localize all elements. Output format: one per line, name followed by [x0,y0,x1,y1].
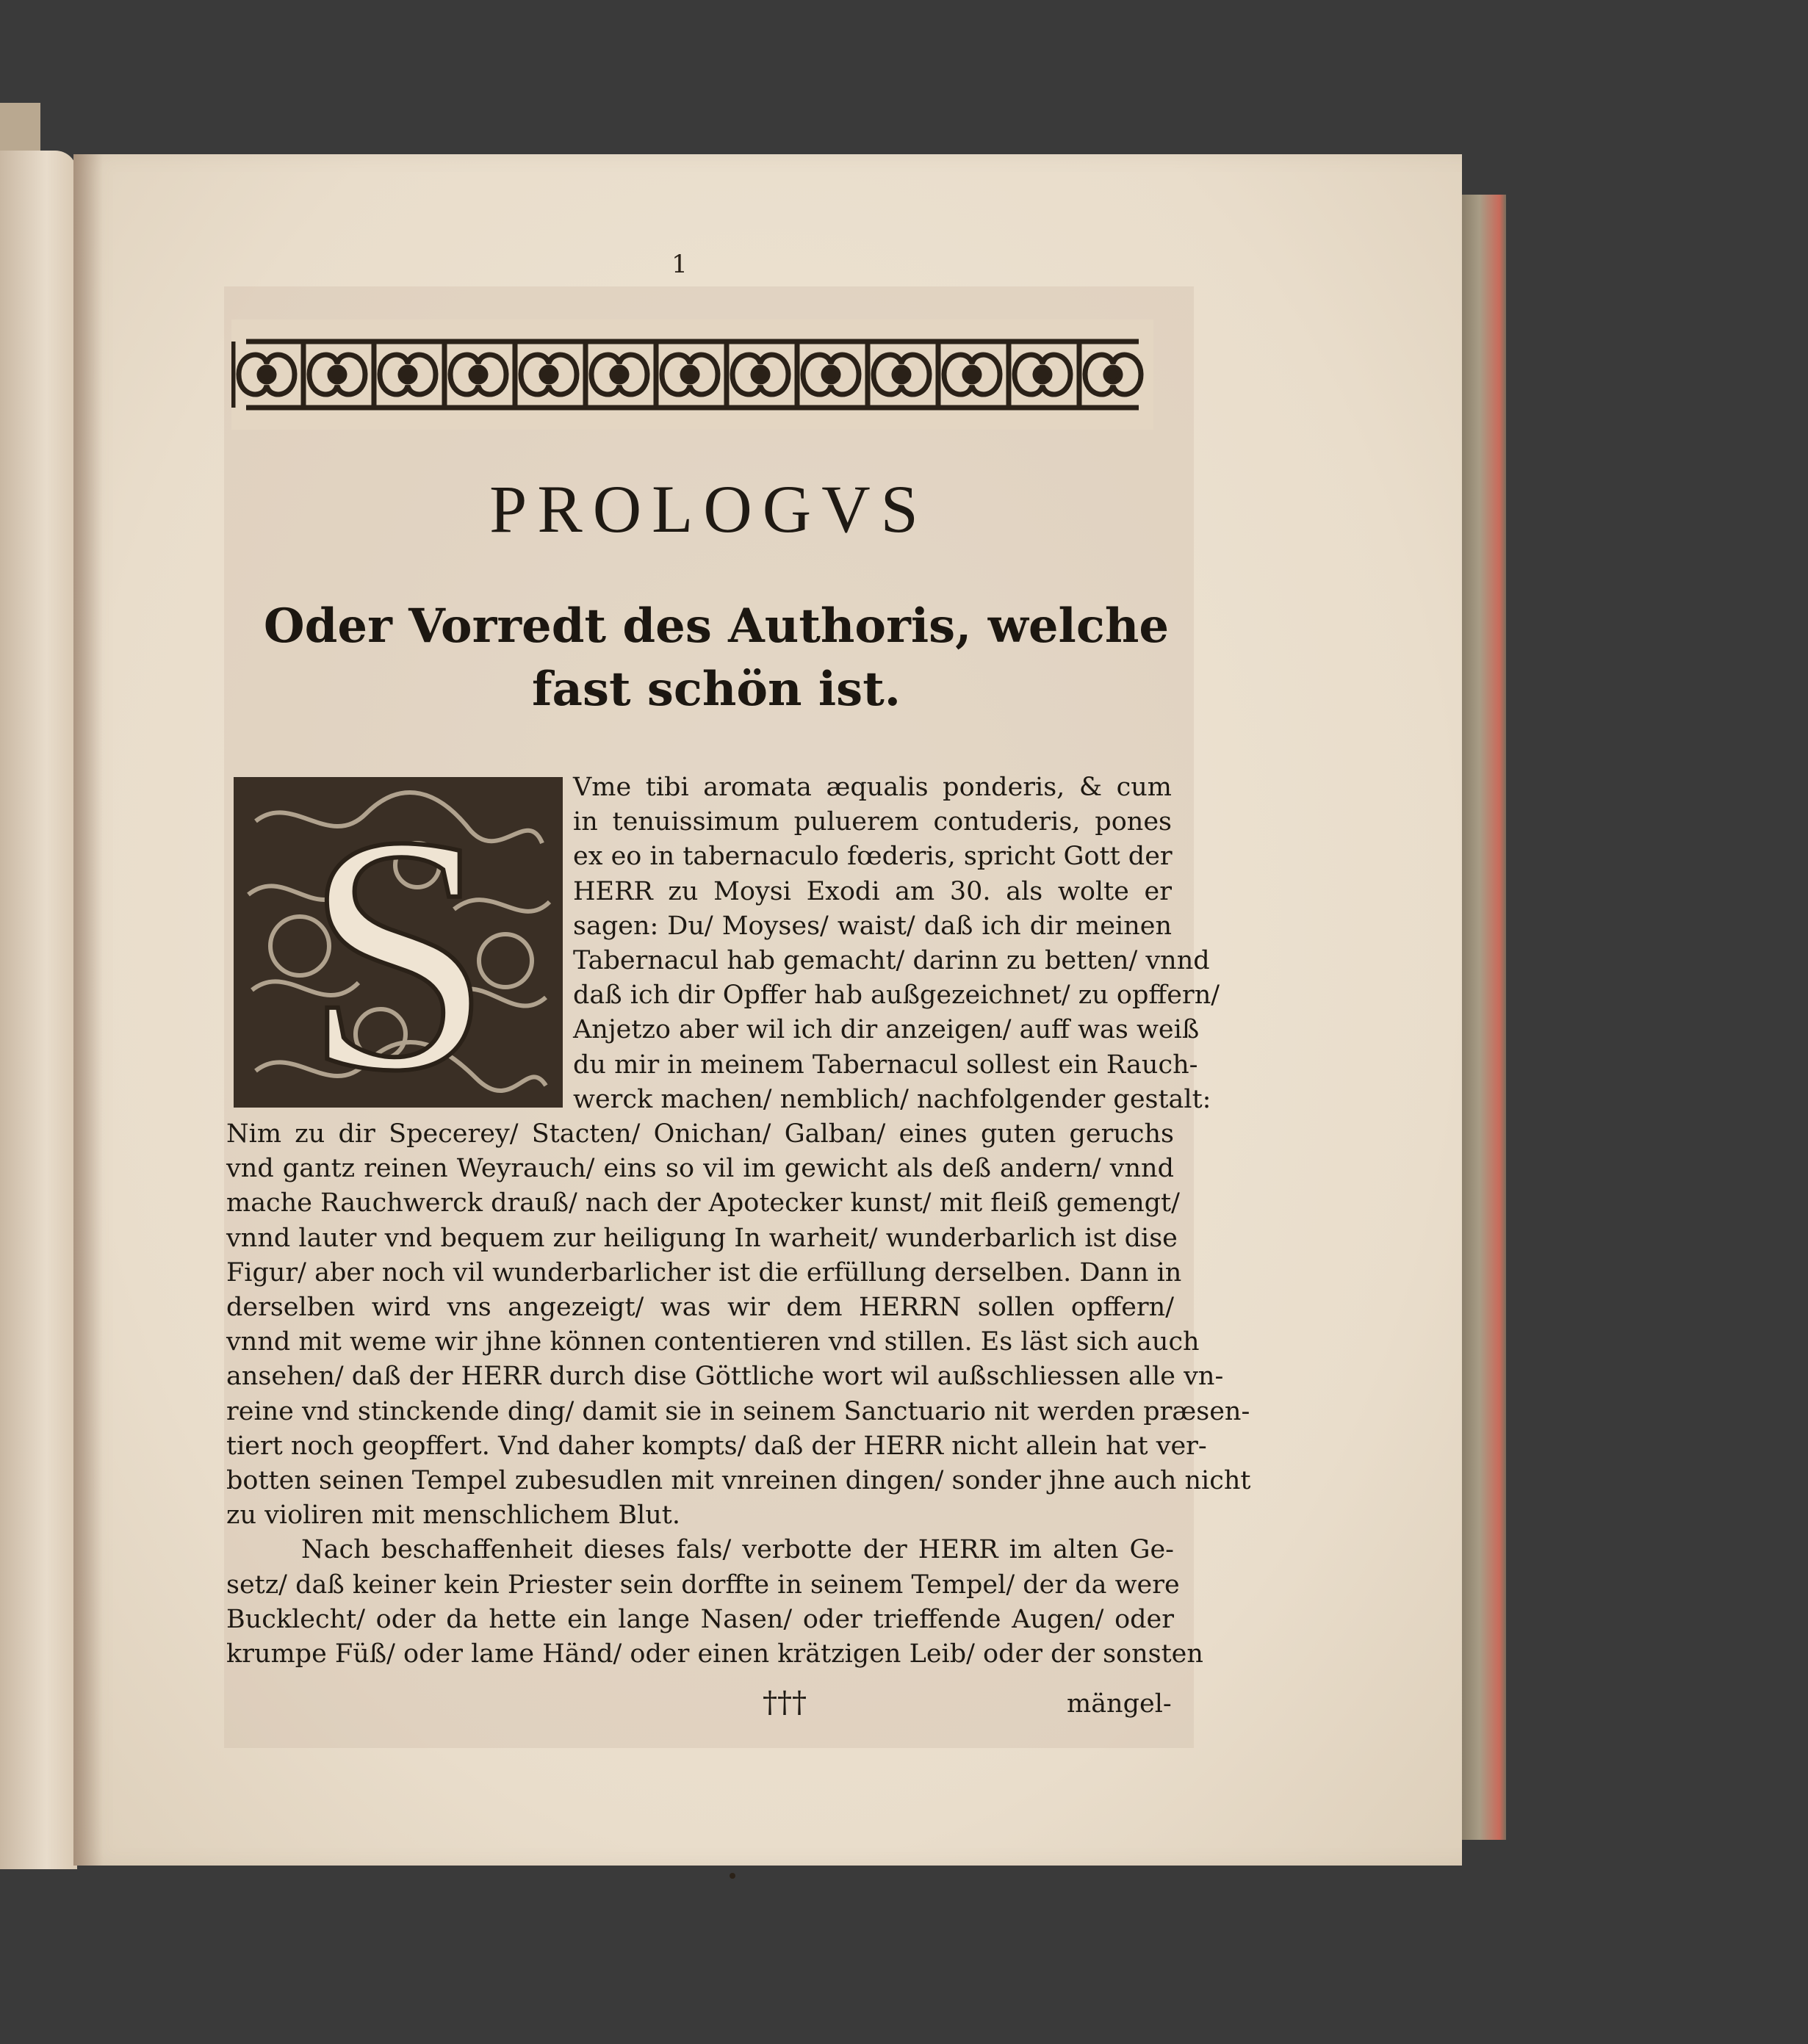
text-line: daß ich dir Opffer hab außgezeichnet/ zu opffern/ [573,981,1220,1011]
page-title: PROLOGVS [489,472,929,546]
text-line: Vme tibi aromata æqualis ponderis, & cum [573,773,1172,802]
page-edges [1462,195,1506,1840]
text-line: werck machen/ nemblich/ nachfolgender gestalt: [573,1084,1211,1114]
page-gutter-shadow [73,154,103,1866]
text-line: Nach beschaffenheit dieses fals/ verbotte der HERR im alten Ge- [301,1535,1174,1565]
page-number: 1 [671,250,688,279]
signature-mark: ††† [763,1686,807,1719]
text-line: krumpe Füß/ oder lame Händ/ oder einen krätzigen Leib/ oder der sonsten [226,1639,1203,1669]
page-speck [730,1873,735,1879]
text-line: Figur/ aber noch vil wunderbarlicher ist die erfüllung derselben. Dann in [226,1257,1182,1288]
text-line: ansehen/ daß der HERR durch dise Göttliche wort wil außschliessen alle vn- [226,1362,1224,1392]
text-line: botten seinen Tempel zubesudlen mit vnreinen dingen/ sonder jhne auch nicht [226,1466,1251,1495]
text-line: Nim zu dir Specerey/ Stacten/ Onichan/ Galban/ eines guten geruchs [226,1119,1174,1149]
text-line: vnd gantz reinen Weyrauch/ eins so vil im gewicht als deß andern/ vnnd [226,1154,1174,1184]
text-line: derselben wird vns angezeigt/ was wir dem HERRN sollen opffern/ [226,1293,1174,1322]
facing-page-sliver [0,151,77,1869]
subtitle-line-2: fast schön ist. [531,662,901,717]
text-line: setz/ daß keiner kein Priester sein dorffte in seinem Tempel/ der da were [226,1570,1180,1600]
left-page-edge [0,103,40,154]
text-line: in tenuissimum puluerem contuderis, pones [573,807,1172,837]
page-subtitle [242,595,1190,721]
text-line: du mir in meinem Tabernacul sollest ein Rauch- [573,1050,1198,1080]
ornamental-headpiece [231,319,1153,430]
catchword: mängel- [1067,1689,1172,1719]
text-line: sagen: Du/ Moyses/ waist/ daß ich dir meinen [573,911,1172,941]
text-line: mache Rauchwerck drauß/ nach der Apotecker kunst/ mit fleiß gemengt/ [226,1188,1180,1218]
text-line: Bucklecht/ oder da hette ein lange Nasen/ oder trieffende Augen/ oder [226,1604,1174,1634]
decorated-initial [234,777,563,1108]
text-line: zu violiren mit menschlichem Blut. [226,1501,680,1531]
drop-cap-letter: S [304,777,492,1108]
text-line: reine vnd stinckende ding/ damit sie in seinem Sanctuario nit werden præsen- [226,1396,1250,1426]
text-line: ex eo in tabernaculo fœderis, spricht Gott der [573,842,1173,872]
text-line: Tabernacul hab gemacht/ darinn zu betten/ vnnd [573,946,1210,975]
subtitle-line-1: Oder Vorredt des Authoris, welche [263,599,1170,654]
text-line: tiert noch geopffert. Vnd daher kompts/ daß der HERR nicht allein hat ver- [226,1431,1207,1461]
text-line: vnnd mit weme wir jhne können contentieren vnd stillen. Es läst sich auch [226,1327,1200,1357]
text-line: vnnd lauter vnd bequem zur heiligung In warheit/ wunderbarlich ist dise [226,1223,1178,1253]
text-line: Anjetzo aber wil ich dir anzeigen/ auff was weiß [573,1015,1200,1045]
text-line: HERR zu Moysi Exodi am 30. als wolte er [573,876,1172,906]
